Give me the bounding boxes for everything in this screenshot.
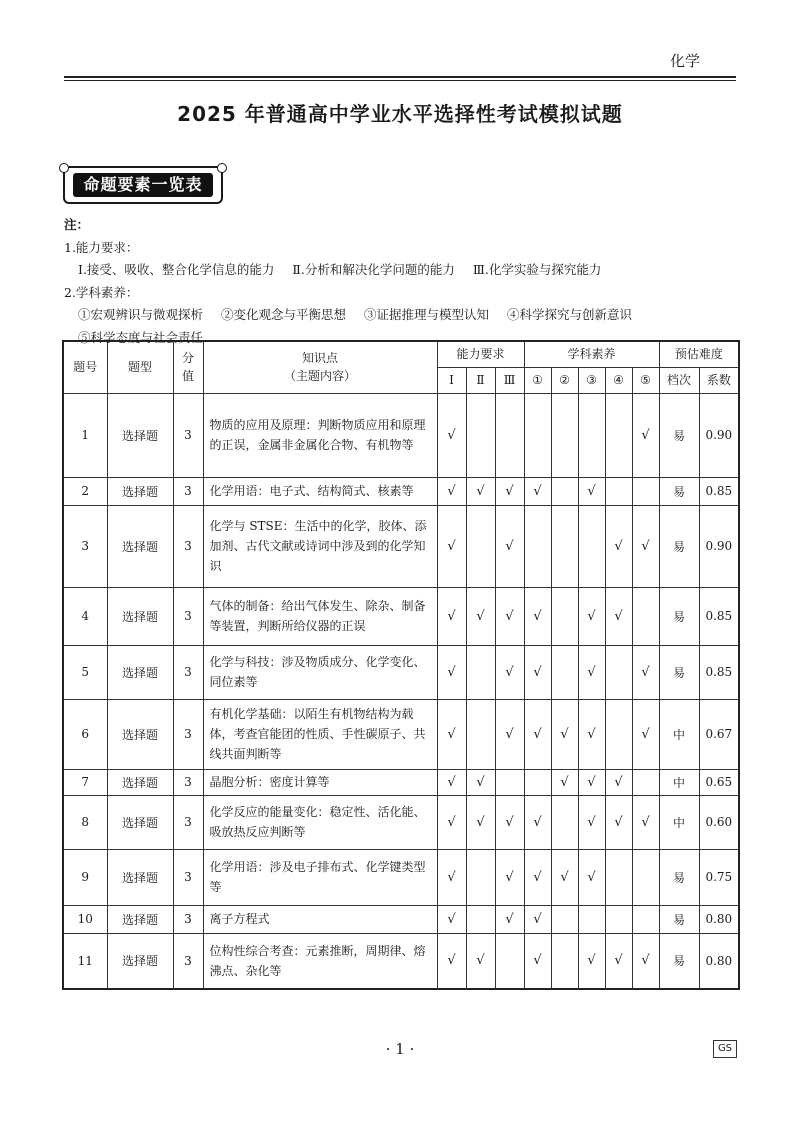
table-row: [63, 505, 739, 587]
literacy-item: ①宏观辨识与微观探析: [78, 307, 204, 322]
table-row: [63, 393, 739, 477]
literacy-cell-2: [551, 933, 578, 989]
row-score: 3: [173, 699, 203, 769]
literacy-cell-1: [524, 905, 551, 933]
table-row: [63, 769, 739, 795]
literacy-cell-1: [524, 505, 551, 587]
check-mark: √: [476, 814, 485, 830]
ability-cell-2: [466, 505, 495, 587]
ability-cell-3: [495, 505, 524, 587]
literacy-cell-4: [605, 795, 632, 849]
ability-cell-1: [437, 933, 466, 989]
check-mark: √: [447, 953, 456, 969]
ability-item: Ⅲ.化学实验与探究能力: [472, 262, 602, 277]
header-literacy-3: ③: [578, 367, 605, 393]
literacy-cell-4: [605, 699, 632, 769]
literacy-cell-5: [632, 645, 659, 699]
row-type: 选择题: [107, 849, 173, 905]
check-mark: √: [587, 774, 596, 790]
literacy-cell-5: [632, 393, 659, 477]
header-num: 题号: [63, 341, 107, 393]
row-type: 选择题: [107, 769, 173, 795]
ability-cell-1: [437, 393, 466, 477]
check-mark: √: [447, 814, 456, 830]
ability-cell-2: [466, 905, 495, 933]
literacy-cell-5: [632, 587, 659, 645]
header-difficulty: 预估难度: [659, 341, 739, 367]
row-level: 易: [659, 905, 699, 933]
check-mark: √: [533, 953, 542, 969]
notes-block: [64, 214, 632, 349]
ability-cell-3: [495, 393, 524, 477]
literacy-cell-3: [578, 699, 605, 769]
row-score: 3: [173, 769, 203, 795]
literacy-cell-3: [578, 933, 605, 989]
row-level: 易: [659, 587, 699, 645]
row-num: 10: [63, 905, 107, 933]
row-level: 易: [659, 393, 699, 477]
literacy-item: ②变化观念与平衡思想: [221, 307, 347, 322]
check-mark: √: [587, 814, 596, 830]
row-knowledge-point: 有机化学基础：以陌生有机物结构为载体，考查官能团的性质、手性碳原子、共线共面判断等: [203, 699, 437, 769]
page-title: 2025 年普通高中学业水平选择性考试模拟试题: [177, 102, 623, 126]
check-mark: √: [641, 538, 650, 554]
check-mark: √: [505, 538, 514, 554]
check-mark: √: [587, 483, 596, 499]
literacy-cell-3: [578, 905, 605, 933]
check-mark: √: [641, 427, 650, 443]
row-level: 易: [659, 933, 699, 989]
ability-cell-3: [495, 905, 524, 933]
ability-cell-2: [466, 645, 495, 699]
literacy-cell-2: [551, 477, 578, 505]
table-row: [63, 699, 739, 769]
row-num: 7: [63, 769, 107, 795]
check-mark: √: [447, 427, 456, 443]
literacy-cell-3: [578, 505, 605, 587]
check-mark: √: [587, 726, 596, 742]
ability-cell-1: [437, 587, 466, 645]
literacy-cell-2: [551, 699, 578, 769]
ability-cell-2: [466, 393, 495, 477]
row-coef: 0.90: [699, 505, 739, 587]
row-type: 选择题: [107, 699, 173, 769]
ability-cell-3: [495, 587, 524, 645]
header-ability-3: Ⅲ: [495, 367, 524, 393]
check-mark: √: [476, 483, 485, 499]
literacy-cell-3: [578, 587, 605, 645]
page-number: · 1 ·: [385, 1040, 415, 1058]
literacy-cell-4: [605, 477, 632, 505]
ability-cell-2: [466, 699, 495, 769]
check-mark: √: [587, 664, 596, 680]
literacy-cell-4: [605, 645, 632, 699]
literacy-item: ⑤科学态度与社会责任: [78, 329, 204, 345]
check-mark: √: [533, 726, 542, 742]
row-num: 8: [63, 795, 107, 849]
row-knowledge-point: 化学反应的能量变化：稳定性、活化能、吸放热反应判断等: [203, 795, 437, 849]
header-score-line1: 分: [181, 351, 194, 366]
literacy-cell-3: [578, 477, 605, 505]
header-coef: 系数: [699, 367, 739, 393]
header-kp-line1: 知识点: [301, 351, 338, 366]
row-coef: 0.65: [699, 769, 739, 795]
ability-cell-1: [437, 905, 466, 933]
check-mark: √: [447, 869, 456, 885]
header-score: [173, 341, 203, 393]
literacy-cell-1: [524, 393, 551, 477]
row-knowledge-point: 物质的应用及原理：判断物质应用和原理的正误，金属非金属化合物、有机物等: [203, 393, 437, 477]
ability-cell-1: [437, 699, 466, 769]
check-mark: √: [447, 774, 456, 790]
check-mark: √: [614, 774, 623, 790]
header-ability-2: Ⅱ: [466, 367, 495, 393]
check-mark: √: [476, 774, 485, 790]
literacy-cell-3: [578, 849, 605, 905]
ability-cell-2: [466, 849, 495, 905]
literacy-items-line1: [64, 304, 632, 327]
row-knowledge-point: 化学用语：涉及电子排布式、化学键类型等: [203, 849, 437, 905]
row-level: 易: [659, 645, 699, 699]
literacy-cell-4: [605, 905, 632, 933]
check-mark: √: [614, 953, 623, 969]
literacy-cell-2: [551, 905, 578, 933]
check-mark: √: [641, 726, 650, 742]
row-coef: 0.60: [699, 795, 739, 849]
check-mark: √: [505, 726, 514, 742]
literacy-cell-2: [551, 849, 578, 905]
table-row: [63, 849, 739, 905]
header-rule-thin: [64, 80, 736, 81]
row-score: 3: [173, 505, 203, 587]
literacy-cell-4: [605, 849, 632, 905]
literacy-cell-4: [605, 933, 632, 989]
ability-cell-1: [437, 795, 466, 849]
table-body: [63, 393, 739, 989]
scroll-curl-icon: [217, 163, 227, 173]
check-mark: √: [447, 664, 456, 680]
check-mark: √: [641, 664, 650, 680]
check-mark: √: [505, 911, 514, 927]
literacy-cell-5: [632, 905, 659, 933]
check-mark: √: [641, 953, 650, 969]
row-level: 易: [659, 849, 699, 905]
row-level: 易: [659, 477, 699, 505]
row-score: 3: [173, 849, 203, 905]
literacy-cell-4: [605, 769, 632, 795]
row-knowledge-point: 化学用语：电子式、结构简式、核素等: [203, 477, 437, 505]
check-mark: √: [587, 608, 596, 624]
subject-label: 化学: [669, 52, 700, 70]
ability-cell-2: [466, 587, 495, 645]
literacy-cell-2: [551, 769, 578, 795]
literacy-item: ③证据推理与模型认知: [364, 307, 490, 322]
table-row: [63, 933, 739, 989]
literacy-cell-1: [524, 645, 551, 699]
check-mark: √: [587, 869, 596, 885]
row-coef: 0.85: [699, 645, 739, 699]
row-coef: 0.90: [699, 393, 739, 477]
ability-item: Ⅰ.接受、吸收、整合化学信息的能力: [78, 262, 275, 277]
literacy-cell-1: [524, 795, 551, 849]
table-row: [63, 587, 739, 645]
header-kp-line2: （主题内容）: [283, 369, 356, 384]
row-score: 3: [173, 587, 203, 645]
literacy-cell-3: [578, 645, 605, 699]
literacy-cell-3: [578, 393, 605, 477]
check-mark: √: [505, 483, 514, 499]
row-num: 11: [63, 933, 107, 989]
table-row: [63, 905, 739, 933]
check-mark: √: [641, 814, 650, 830]
check-mark: √: [587, 953, 596, 969]
header-rule-thick: [64, 76, 736, 78]
header-literacy: 学科素养: [524, 341, 659, 367]
row-type: 选择题: [107, 477, 173, 505]
literacy-cell-3: [578, 795, 605, 849]
literacy-cell-1: [524, 769, 551, 795]
check-mark: √: [476, 953, 485, 969]
row-coef: 0.80: [699, 905, 739, 933]
literacy-cell-2: [551, 645, 578, 699]
row-type: 选择题: [107, 645, 173, 699]
check-mark: √: [560, 869, 569, 885]
header-score-line2: 值: [181, 369, 194, 384]
literacy-cell-3: [578, 769, 605, 795]
row-knowledge-point: 晶胞分析：密度计算等: [203, 769, 437, 795]
row-score: 3: [173, 905, 203, 933]
ability-cell-2: [466, 933, 495, 989]
row-type: 选择题: [107, 795, 173, 849]
literacy-cell-5: [632, 769, 659, 795]
ability-items: [64, 259, 632, 282]
row-coef: 0.85: [699, 477, 739, 505]
check-mark: √: [505, 608, 514, 624]
ability-cell-1: [437, 849, 466, 905]
literacy-item: ④科学探究与创新意识: [507, 307, 633, 322]
row-num: 4: [63, 587, 107, 645]
note-label: 注：: [64, 217, 90, 232]
row-score: 3: [173, 795, 203, 849]
check-mark: √: [447, 726, 456, 742]
literacy-cell-5: [632, 477, 659, 505]
header-ability: 能力要求: [437, 341, 524, 367]
header-kp: [203, 341, 437, 393]
check-mark: √: [614, 538, 623, 554]
table-row: [63, 795, 739, 849]
check-mark: √: [533, 869, 542, 885]
check-mark: √: [614, 814, 623, 830]
literacy-cell-4: [605, 393, 632, 477]
row-knowledge-point: 离子方程式: [203, 905, 437, 933]
header-literacy-5: ⑤: [632, 367, 659, 393]
row-knowledge-point: 化学与 STSE：生活中的化学，胶体、添加剂、古代文献或诗词中涉及到的化学知识: [203, 505, 437, 587]
row-knowledge-point: 化学与科技：涉及物质成分、化学变化、同位素等: [203, 645, 437, 699]
header-literacy-1: ①: [524, 367, 551, 393]
ability-cell-1: [437, 505, 466, 587]
literacy-cell-2: [551, 795, 578, 849]
row-num: 6: [63, 699, 107, 769]
header-level: 档次: [659, 367, 699, 393]
table-row: [63, 645, 739, 699]
check-mark: √: [447, 911, 456, 927]
check-mark: √: [447, 538, 456, 554]
literacy-cell-2: [551, 393, 578, 477]
ability-heading: 1.能力要求：: [64, 239, 139, 255]
section-banner: [63, 166, 223, 204]
row-level: 中: [659, 769, 699, 795]
check-mark: √: [560, 726, 569, 742]
ability-cell-3: [495, 699, 524, 769]
literacy-cell-5: [632, 849, 659, 905]
check-mark: √: [447, 608, 456, 624]
scroll-curl-icon: [59, 163, 69, 173]
row-score: 3: [173, 393, 203, 477]
literacy-cell-2: [551, 505, 578, 587]
row-coef: 0.75: [699, 849, 739, 905]
literacy-cell-1: [524, 849, 551, 905]
check-mark: √: [505, 664, 514, 680]
literacy-cell-1: [524, 699, 551, 769]
ability-item: Ⅱ.分析和解决化学问题的能力: [292, 262, 455, 277]
check-mark: √: [505, 814, 514, 830]
row-num: 9: [63, 849, 107, 905]
ability-cell-2: [466, 477, 495, 505]
check-mark: √: [505, 869, 514, 885]
ability-cell-3: [495, 849, 524, 905]
row-level: 中: [659, 795, 699, 849]
row-num: 5: [63, 645, 107, 699]
literacy-cell-5: [632, 505, 659, 587]
row-num: 3: [63, 505, 107, 587]
row-type: 选择题: [107, 393, 173, 477]
literacy-cell-4: [605, 587, 632, 645]
header-literacy-4: ④: [605, 367, 632, 393]
literacy-heading: 2.学科素养：: [64, 284, 139, 300]
row-coef: 0.85: [699, 587, 739, 645]
literacy-cell-1: [524, 587, 551, 645]
row-score: 3: [173, 645, 203, 699]
row-type: 选择题: [107, 505, 173, 587]
check-mark: √: [447, 483, 456, 499]
check-mark: √: [476, 608, 485, 624]
literacy-cell-1: [524, 477, 551, 505]
row-level: 易: [659, 505, 699, 587]
ability-cell-2: [466, 795, 495, 849]
requirements-table: [62, 340, 740, 990]
check-mark: √: [533, 814, 542, 830]
header-literacy-2: ②: [551, 367, 578, 393]
ability-cell-1: [437, 477, 466, 505]
banner-label: 命题要素一览表: [73, 173, 213, 197]
row-score: 3: [173, 933, 203, 989]
header-type: 题型: [107, 341, 173, 393]
row-knowledge-point: 位构性综合考查：元素推断，周期律、熔沸点、杂化等: [203, 933, 437, 989]
row-num: 2: [63, 477, 107, 505]
check-mark: √: [533, 483, 542, 499]
row-knowledge-point: 气体的制备：给出气体发生、除杂、制备等装置，判断所给仪器的正误: [203, 587, 437, 645]
header-ability-1: Ⅰ: [437, 367, 466, 393]
ability-cell-3: [495, 795, 524, 849]
literacy-cell-4: [605, 505, 632, 587]
row-type: 选择题: [107, 587, 173, 645]
ability-cell-3: [495, 477, 524, 505]
check-mark: √: [614, 608, 623, 624]
row-score: 3: [173, 477, 203, 505]
ability-cell-1: [437, 645, 466, 699]
check-mark: √: [533, 664, 542, 680]
ability-cell-3: [495, 933, 524, 989]
publisher-code: GS: [713, 1040, 737, 1058]
check-mark: √: [560, 774, 569, 790]
literacy-cell-5: [632, 699, 659, 769]
check-mark: √: [533, 911, 542, 927]
literacy-cell-1: [524, 933, 551, 989]
ability-cell-2: [466, 769, 495, 795]
row-type: 选择题: [107, 933, 173, 989]
row-level: 中: [659, 699, 699, 769]
table-row: [63, 477, 739, 505]
check-mark: √: [533, 608, 542, 624]
row-coef: 0.67: [699, 699, 739, 769]
row-num: 1: [63, 393, 107, 477]
ability-cell-3: [495, 769, 524, 795]
ability-cell-1: [437, 769, 466, 795]
row-type: 选择题: [107, 905, 173, 933]
literacy-cell-2: [551, 587, 578, 645]
literacy-cell-5: [632, 795, 659, 849]
literacy-cell-5: [632, 933, 659, 989]
ability-cell-3: [495, 645, 524, 699]
row-coef: 0.80: [699, 933, 739, 989]
